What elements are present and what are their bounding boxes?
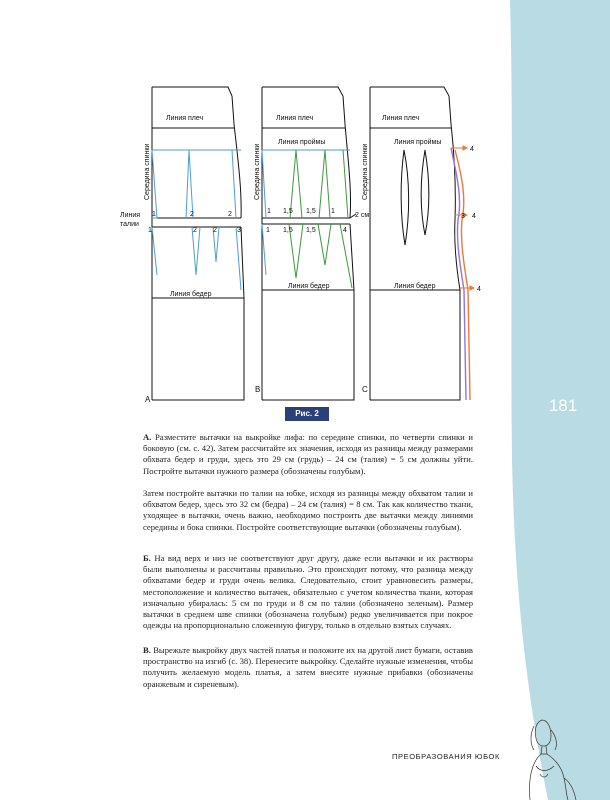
mark-b-top-3: 1,5 (306, 208, 316, 215)
paragraph-a2-text: Затем постройте вытачки по талии на юбке, исходя из разницы между обхватом талии и обхватом бедер, здесь это 32 см (бедра) – 24 см (талия) = 8 см. Так как количество ткани, уходящее в вытачки, очень важно, необходимо построить две вытачки между линиями середины и бока спинки. Постройте соответствующие вытачки (обозначены голубым). (143, 488, 473, 532)
label-shoulder-c: Линия плеч (382, 115, 420, 122)
label-center-back-c: Середина спинки (362, 143, 369, 200)
paragraph-b-lead: Б. (143, 553, 151, 563)
panel-a-darts (152, 150, 241, 290)
mark-b-top-2: 1,5 (283, 208, 293, 215)
mark-a-bottom-1: 1 (148, 227, 152, 234)
mark-a-bottom-2: 2 (193, 227, 197, 234)
mark-a-bottom-4: 3 (237, 227, 241, 234)
mark-c-bottom: 4 (477, 286, 481, 293)
panel-b-darts (262, 150, 356, 288)
label-hip-c: Линия бедер (394, 283, 436, 290)
paragraph-b (143, 553, 473, 631)
mark-b-top-1: 1 (267, 208, 271, 215)
label-waist-1: Линия (120, 212, 141, 219)
mark-b-bottom-4: 4 (343, 227, 347, 234)
mark-c-top: 4 (470, 146, 474, 153)
label-armhole-c: Линия проймы (394, 139, 442, 146)
mark-a-top-1: 1 (152, 211, 156, 218)
label-center-back-a: Середина спинки (144, 143, 151, 200)
label-armhole-b: Линия проймы (278, 139, 326, 146)
fashion-figure-illustration (520, 716, 580, 800)
mark-b-bottom-3: 1,5 (306, 227, 316, 234)
mark-a-top-3: 2 (228, 211, 232, 218)
paragraph-b-text: На вид верх и низ не соответствуют друг другу, даже если вытачки и их растворы были выполнены и рассчитаны правильно. Это происходит потому, что разница между обхватами бедер и груди очень велика. Следовательно, стоит уравновесить размеры, местоположение и количество вытачек, обязательно с учетом количества ткани, которая изначально убиралась: 5 см по груди и 8 см по талии (обозначено зеленым). Размер вытачки в среднем шве спинки (обозначена голубым) редко увеличивается при покрое одежды на пропорционально сложенную фигуру, только в отдельно взятых случаях. (143, 553, 473, 631)
paragraph-c (143, 645, 473, 690)
panel-c-darts (401, 150, 429, 245)
label-2cm: 2 см (355, 212, 370, 219)
panel-a-outline (152, 87, 244, 400)
mark-c-mid-2: 4 (472, 213, 476, 220)
mark-b-bottom-2: 1,5 (283, 227, 293, 234)
label-waist-2: талии (120, 221, 139, 228)
paragraph-a (143, 432, 473, 477)
paragraph-a2 (143, 488, 473, 533)
figure-caption: Рис. 2 (285, 407, 329, 421)
panel-letter-c: C (362, 385, 368, 394)
panel-b-outline (262, 87, 354, 400)
mark-b-bottom-1: 1 (266, 227, 270, 234)
mark-a-top-2: 2 (190, 211, 194, 218)
panel-letter-a: A (145, 395, 151, 404)
paragraph-c-lead: В. (143, 645, 151, 655)
paragraph-a-text: Разместите вытачки на выкройке лифа: по середине спинки, по четверти спинки и боковую (см. с. 42). Затем рассчитайте их значения, исходя из разницы между размерами обхвата бедер и груди, здесь это 29 см (грудь) – 24 см (талия) = 5 см должны уйти. Постройте вытачки нужного размера (обозначены голубым). (143, 432, 474, 476)
label-center-back-b: Середина спинки (254, 143, 261, 200)
pattern-figure (0, 0, 520, 410)
paragraph-c-text: Вырежьте выкройку двух частей платья и положите их на другой лист бумаги, оставив пространство на изгиб (с. 38). Перенесите выкройку. Сделайте нужные изменения, чтобы получить желаемую модель платья, а затем внесите нужные прибавки (обозначены оранжевым и сиреневым). (143, 645, 473, 689)
label-shoulder-b: Линия плеч (276, 115, 314, 122)
mark-c-mid-1: 3 (461, 213, 465, 220)
mark-a-bottom-3: 2 (213, 227, 217, 234)
mark-b-top-4: 1 (331, 208, 335, 215)
label-hip-b: Линия бедер (288, 283, 330, 290)
label-shoulder-a: Линия плеч (166, 115, 204, 122)
paragraph-a-lead: A. (143, 432, 152, 442)
panel-c-outline (370, 87, 460, 400)
page-footer: ПРЕОБРАЗОВАНИЯ ЮБОК (392, 752, 500, 761)
label-hip-a: Линия бедер (170, 291, 212, 298)
page-number: 181 (548, 396, 578, 415)
panel-letter-b: B (255, 385, 261, 394)
